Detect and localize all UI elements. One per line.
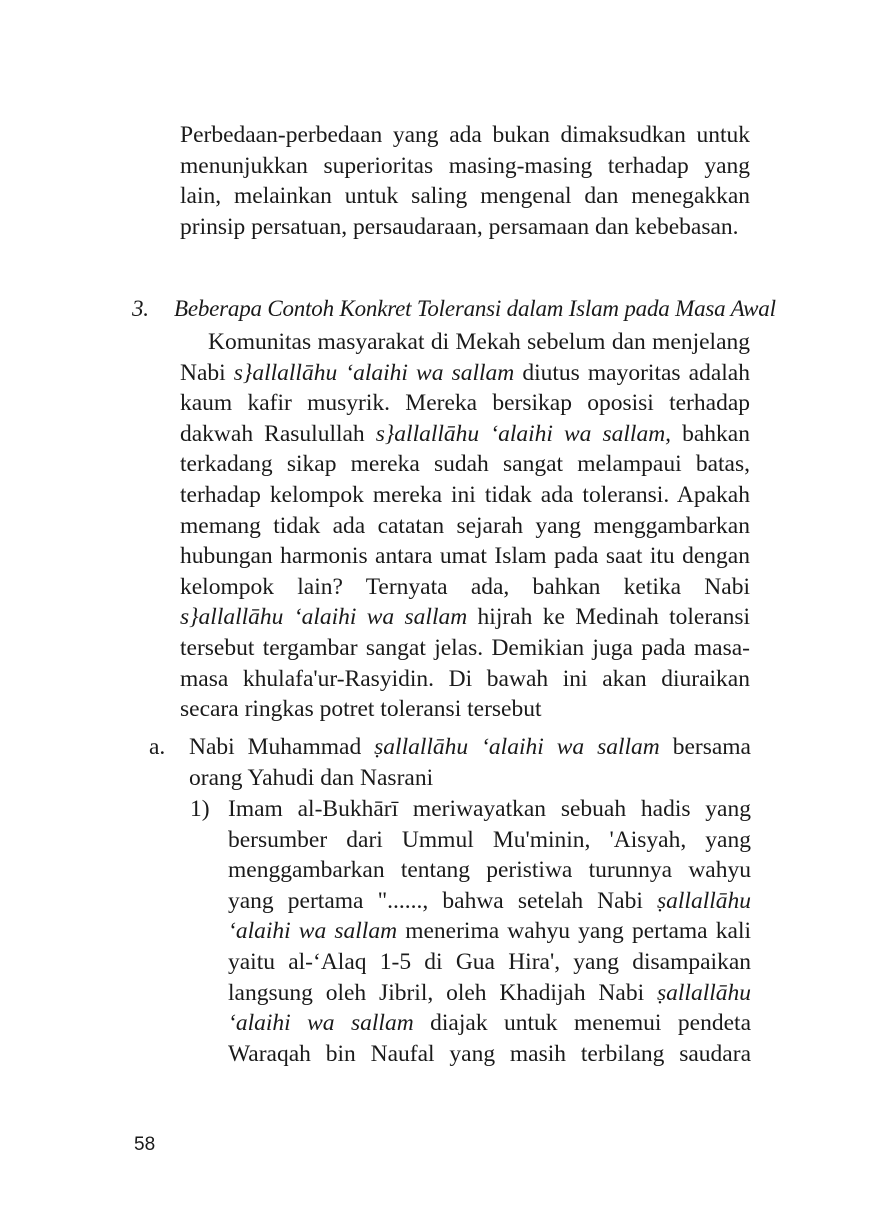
text-run: Komunitas masyarakat di Mekah sebelum dan menjelang Nabi	[180, 329, 750, 386]
list-item-text	[189, 732, 751, 793]
text-run: menerima wahyu yang pertama kali yaitu al-‘Alaq 1-5 di Gua Hira', yang disampaikan langsung oleh Jibril, oleh Khadijah Nabi	[228, 918, 751, 1006]
intro-paragraph: Perbedaan-perbedaan yang ada bukan dimaksudkan untuk menunjukkan superioritas masing-masing terhadap yang lain, melainkan untuk saling mengenal dan menegakkan prinsip persatuan, persaudaraan, persamaan dan kebebasan.	[180, 122, 750, 240]
page-number: 58	[134, 1134, 156, 1155]
honorific-italic: s}allallāhu ‘alaihi wa sallam	[233, 359, 515, 386]
section-number: 3.	[132, 296, 149, 321]
honorific-italic: s}allallāhu ‘alaihi wa sallam	[180, 604, 468, 631]
text-run: Nabi Muhammad	[189, 734, 375, 760]
honorific-italic: ṣallallāhu ‘alaihi wa sallam	[228, 887, 751, 945]
text-run: bersama orang Yahudi dan Nasrani	[189, 734, 751, 791]
text-run: Imam al-Bukhārī meriwayatkan sebuah hadis yang bersumber dari Ummul Mu'minin, 'Aisyah, yang menggambarkan tentang peristiwa turunnya wahyu yang pertama "......, bahwa setelah Nabi	[228, 796, 751, 914]
text-run: bahkan terkadang sikap mereka sudah sangat melampaui batas, terhadap kelompok mereka ini tidak ada toleransi. Apakah memang tidak ada catatan sejarah yang menggambarkan hubungan harmonis antara umat Islam pada saat itu dengan kelompok lain? Ternyata ada, bahkan ketika Nabi	[180, 420, 750, 600]
list-item-1	[190, 794, 751, 1069]
honorific-italic: s}allallāhu ‘alaihi wa sallam,	[375, 420, 672, 447]
section-heading	[132, 296, 776, 322]
body-paragraph	[180, 327, 750, 725]
list-marker: 1)	[190, 796, 210, 822]
list-item-a	[149, 732, 751, 793]
honorific-italic: ṣallallāhu ‘alaihi wa sallam	[374, 734, 660, 760]
honorific-italic: ṣallallāhu ‘alaihi wa sallam	[228, 979, 751, 1037]
list-item-text	[228, 794, 751, 1069]
text-run: diajak untuk menemui pendeta Waraqah bin Naufal yang masih terbilang saudara	[228, 1010, 751, 1067]
list-marker: a.	[149, 734, 166, 760]
section-title: Beberapa Contoh Konkret Toleransi dalam Islam pada Masa Awal	[174, 296, 776, 321]
text-run: diutus mayoritas adalah kaum kafir musyrik. Mereka bersikap oposisi terhadap dakwah Rasulullah	[180, 359, 750, 447]
text-run: hijrah ke Medinah toleransi tersebut tergambar sangat jelas. Demikian juga pada masa-masa khulafa'ur-Rasyidin. Di bawah ini akan diuraikan secara ringkas potret toleransi tersebut	[180, 604, 751, 723]
